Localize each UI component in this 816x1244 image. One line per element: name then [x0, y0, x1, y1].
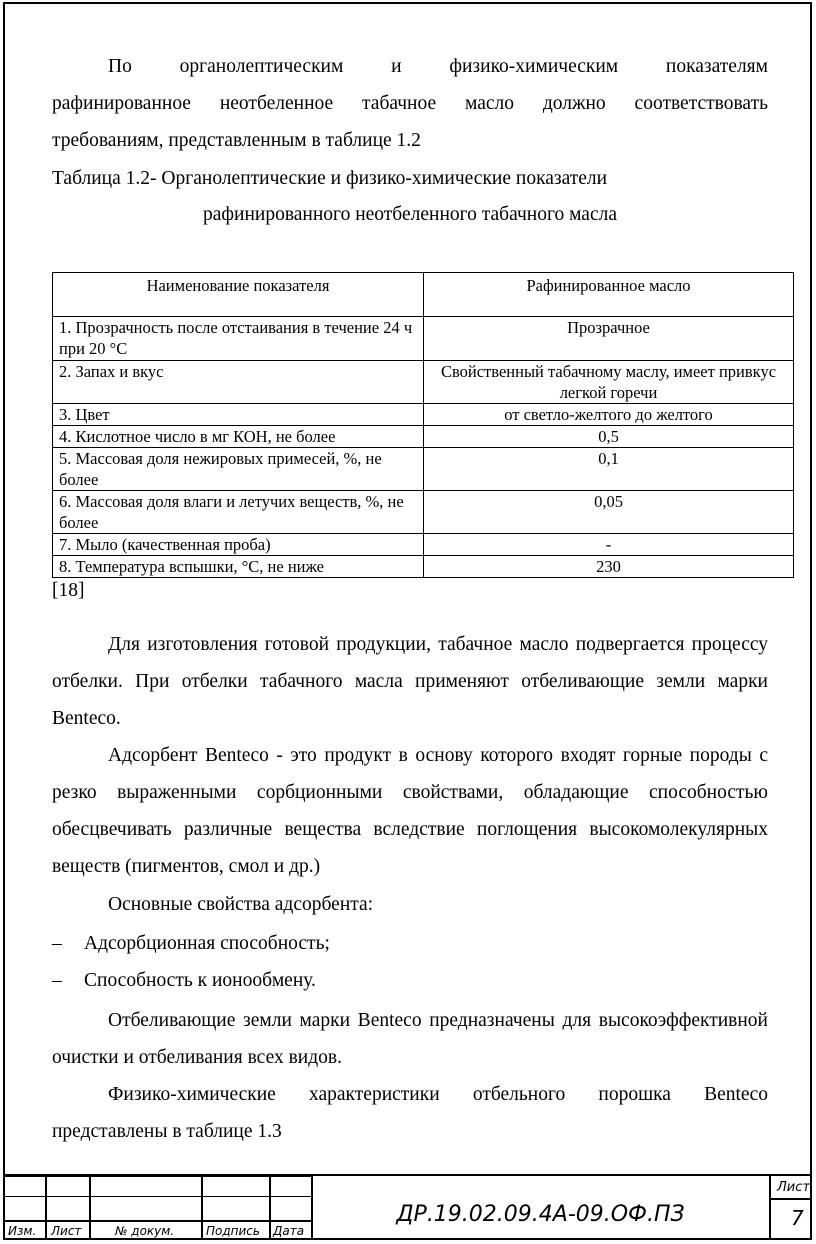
table-caption: Таблица 1.2- Органолептические и физико-химические показатели [52, 168, 608, 189]
intro-line-3: требованиям, представленным в таблице 1.2 [52, 130, 421, 151]
intro-line-2: рафинированное неотбеленное табачное масло должно соответствовать [52, 93, 768, 114]
list-item [52, 925, 330, 962]
title-block-stamp [3, 1174, 812, 1240]
table-row [53, 491, 794, 534]
table-row [53, 534, 794, 556]
row-value: Свойственный табачному маслу, имеет привкус легкой горечи [424, 361, 794, 404]
row-indicator: 5. Массовая доля нежировых примесей, %, не более [53, 448, 424, 491]
list-item-text: Способность к ионообмену. [84, 970, 316, 991]
paragraph-bleaching-earth: Отбеливающие земли марки Benteco предназначены для высокоэффективной очистки и отбеливания всех видов. [52, 1010, 768, 1068]
table-row [53, 317, 794, 361]
table-row [53, 404, 794, 426]
intro-line-1: По органолептическим и физико-химическим показателям [108, 56, 768, 77]
row-value: - [424, 534, 794, 556]
paragraph-characteristics: Физико-химические характеристики отбельного порошка Benteco представлены в таблице 1.3 [52, 1084, 768, 1142]
stamp-signature-label: Подпись [206, 1224, 260, 1238]
list-dash: – [52, 970, 62, 991]
row-indicator: 1. Прозрачность после отстаивания в течение 24 ч при 20 °С [53, 317, 424, 361]
row-indicator: 4. Кислотное число в мг КОН, не более [53, 426, 424, 448]
row-value: 0,5 [424, 426, 794, 448]
row-indicator: 3. Цвет [53, 404, 424, 426]
sheet-number: 7 [791, 1206, 804, 1230]
list-item-text: Адсорбционная способность; [84, 933, 330, 954]
reference-citation: [18] [52, 580, 85, 601]
row-value: от светло-желтого до желтого [424, 404, 794, 426]
table-row [53, 426, 794, 448]
row-value: 0,05 [424, 491, 794, 534]
table-caption-line-2: рафинированного неотбеленного табачного масла [202, 204, 618, 225]
header-indicator: Наименование показателя [53, 273, 424, 317]
list-dash: – [52, 933, 62, 954]
row-indicator: 2. Запах и вкус [53, 361, 424, 404]
document-code: ДР.19.02.09.4А-09.ОФ.ПЗ [396, 1202, 685, 1227]
paragraph-properties-intro: Основные свойства адсорбента: [108, 894, 374, 915]
properties-table [52, 272, 794, 578]
row-indicator: 6. Массовая доля влаги и летучих веществ, %, не более [53, 491, 424, 534]
row-indicator: 8. Температура вспышки, °С, не ниже [53, 556, 424, 578]
table-row [53, 361, 794, 404]
stamp-izm-label: Изм. [8, 1224, 37, 1238]
table-row [53, 556, 794, 578]
stamp-doc-number-label: № докум. [115, 1224, 175, 1238]
table-header-row [53, 273, 794, 317]
stamp-sheet-label: Лист [777, 1180, 810, 1195]
paragraph-bleaching: Для изготовления готовой продукции, табачное масло подвергается процессу отбелки. При отбелки табачного масла применяют отбеливающие земли марки Benteco. [52, 634, 768, 729]
table-row [53, 448, 794, 491]
row-value: 0,1 [424, 448, 794, 491]
list-item [52, 962, 316, 999]
row-value: 230 [424, 556, 794, 578]
header-refined-oil: Рафинированное масло [424, 273, 794, 317]
row-indicator: 7. Мыло (качественная проба) [53, 534, 424, 556]
stamp-date-label: Дата [273, 1224, 305, 1238]
row-value: Прозрачное [424, 317, 794, 361]
paragraph-adsorbent: Адсорбент Benteco - это продукт в основу которого входят горные породы с резко выраженными сорбционными свойствами, обладающие способностью обесцвечивать различные вещества вследствие поглощения высокомолекулярных веществ (пигментов, смол и др.) [52, 745, 768, 877]
stamp-list-label: Лист [51, 1224, 82, 1238]
